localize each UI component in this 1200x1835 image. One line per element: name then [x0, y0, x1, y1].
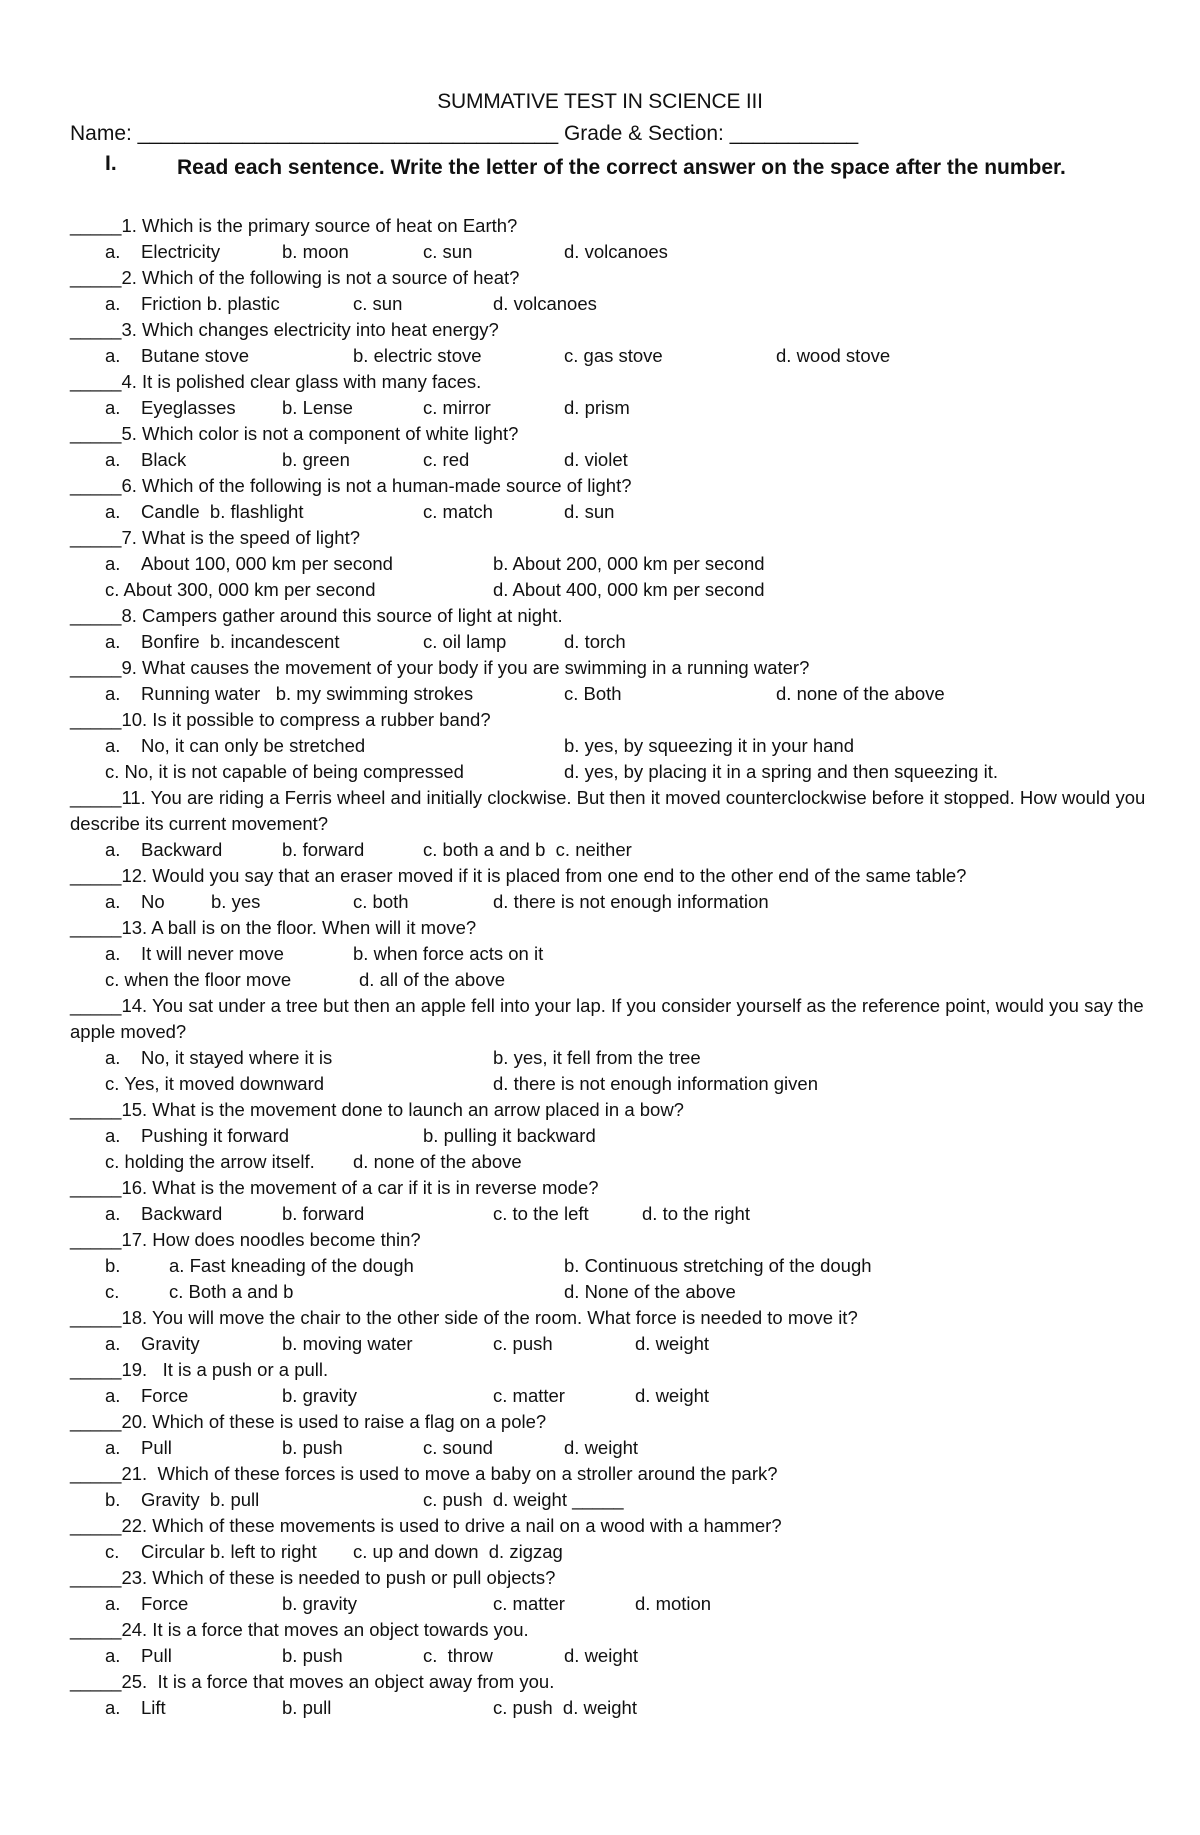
- question-12: _____12. Would you say that an eraser moved if it is placed from one end to the other end of the same table?: [70, 865, 967, 886]
- option: Electricity: [141, 241, 221, 262]
- option: a. Fast kneading of the dough: [169, 1255, 414, 1276]
- question-4: _____4. It is polished clear glass with many faces.: [70, 371, 482, 392]
- option: b. yes, it fell from the tree: [493, 1047, 701, 1068]
- option: b. pull: [282, 1697, 332, 1718]
- option: c. throw: [423, 1645, 493, 1666]
- option: About 100, 000 km per second: [141, 553, 393, 574]
- question-10: _____10. Is it possible to compress a rubber band?: [70, 709, 491, 730]
- option: Force: [141, 1385, 189, 1406]
- option-letter: a.: [105, 839, 121, 860]
- option: Butane stove: [141, 345, 249, 366]
- option: b. forward: [282, 839, 365, 860]
- option: b. green: [282, 449, 350, 470]
- option: d. weight: [635, 1385, 710, 1406]
- option: c. up and down d. zigzag: [353, 1541, 563, 1562]
- option-letter: a.: [105, 293, 121, 314]
- option: Pushing it forward: [141, 1125, 290, 1146]
- question-2: _____2. Which of the following is not a source of heat?: [70, 267, 520, 288]
- option: c. sun: [423, 241, 473, 262]
- option: d. About 400, 000 km per second: [493, 579, 765, 600]
- option: c. both a and b c. neither: [423, 839, 632, 860]
- option: c. both: [353, 891, 409, 912]
- option: d. yes, by placing it in a spring and then squeezing it.: [564, 761, 998, 782]
- option: Pull: [141, 1645, 172, 1666]
- question-20: _____20. Which of these is used to raise a flag on a pole?: [70, 1411, 547, 1432]
- option: c. holding the arrow itself.: [105, 1151, 315, 1172]
- question-18: _____18. You will move the chair to the other side of the room. What force is needed to move it?: [70, 1307, 858, 1328]
- instruction-number: I.: [105, 152, 117, 175]
- option-letter: a.: [105, 1333, 121, 1354]
- question-15: _____15. What is the movement done to launch an arrow placed in a bow?: [70, 1099, 684, 1120]
- option: b. Lense: [282, 397, 353, 418]
- option: Force: [141, 1593, 189, 1614]
- option-letter: a.: [105, 553, 121, 574]
- option: d. torch: [564, 631, 626, 652]
- question-3: _____3. Which changes electricity into heat energy?: [70, 319, 499, 340]
- option: d. weight: [564, 1645, 639, 1666]
- option: c. About 300, 000 km per second: [105, 579, 376, 600]
- option: d. volcanoes: [564, 241, 668, 262]
- option-letter: b.: [105, 1489, 121, 1510]
- option-letter: a.: [105, 397, 121, 418]
- question-17: _____17. How does noodles become thin?: [70, 1229, 421, 1250]
- option-letter: a.: [105, 501, 121, 522]
- option: b. push: [282, 1437, 343, 1458]
- option: Friction b. plastic: [141, 293, 280, 314]
- page-title: SUMMATIVE TEST IN SCIENCE III: [437, 90, 763, 113]
- option: Gravity b. pull: [141, 1489, 260, 1510]
- option: c. push d. weight: [493, 1697, 637, 1718]
- option: b. yes: [211, 891, 261, 912]
- option: c. oil lamp: [423, 631, 507, 652]
- option-letter: a.: [105, 1203, 121, 1224]
- option: Circular b. left to right: [141, 1541, 317, 1562]
- option: c. sun: [353, 293, 403, 314]
- option: Pull: [141, 1437, 172, 1458]
- option-letter: a.: [105, 1645, 121, 1666]
- option: No, it stayed where it is: [141, 1047, 333, 1068]
- option-letter: c.: [105, 1541, 120, 1562]
- option-letter: b.: [105, 1255, 121, 1276]
- option-letter: a.: [105, 683, 121, 704]
- option: c. Both: [564, 683, 622, 704]
- option: d. motion: [635, 1593, 712, 1614]
- option: b. forward: [282, 1203, 365, 1224]
- option: c. Yes, it moved downward: [105, 1073, 325, 1094]
- option: b. push: [282, 1645, 343, 1666]
- option: b. moving water: [282, 1333, 413, 1354]
- option-letter: a.: [105, 631, 121, 652]
- option: c. push: [493, 1333, 553, 1354]
- option: c. match: [423, 501, 493, 522]
- name-grade-line: Name: ____________________________________ Grade & Section: ___________: [70, 122, 859, 145]
- option-letter: a.: [105, 735, 121, 756]
- option: c. when the floor move: [105, 969, 292, 990]
- question-5: _____5. Which color is not a component of white light?: [70, 423, 519, 444]
- option-letter: a.: [105, 1697, 121, 1718]
- option: Backward: [141, 839, 223, 860]
- option: c. Both a and b: [169, 1281, 294, 1302]
- option: Candle b. flashlight: [141, 501, 304, 522]
- option: It will never move: [141, 943, 284, 964]
- option: Backward: [141, 1203, 223, 1224]
- question-1: _____1. Which is the primary source of heat on Earth?: [70, 215, 518, 236]
- option: Black: [141, 449, 187, 470]
- question-22: _____22. Which of these movements is used to drive a nail on a wood with a hammer?: [70, 1515, 782, 1536]
- instruction-text: Read each sentence. Write the letter of the correct answer on the space after the number.: [177, 156, 1066, 179]
- option: d. none of the above: [776, 683, 945, 704]
- option-letter: a.: [105, 1593, 121, 1614]
- question-16: _____16. What is the movement of a car if it is in reverse mode?: [70, 1177, 599, 1198]
- option: d. there is not enough information given: [493, 1073, 818, 1094]
- question-19: _____19. It is a push or a pull.: [70, 1359, 329, 1380]
- option: d. wood stove: [776, 345, 891, 366]
- option: d. prism: [564, 397, 630, 418]
- question-23: _____23. Which of these is needed to push or pull objects?: [70, 1567, 556, 1588]
- option: b. Continuous stretching of the dough: [564, 1255, 872, 1276]
- option: c. mirror: [423, 397, 491, 418]
- option-letter: a.: [105, 1437, 121, 1458]
- option: d. none of the above: [353, 1151, 522, 1172]
- option: d. all of the above: [359, 969, 506, 990]
- option: d. sun: [564, 501, 615, 522]
- option: b. moon: [282, 241, 349, 262]
- option: d. volcanoes: [493, 293, 597, 314]
- option: d. weight: [635, 1333, 710, 1354]
- option: Eyeglasses: [141, 397, 236, 418]
- option-letter: a.: [105, 449, 121, 470]
- option: c. No, it is not capable of being compressed: [105, 761, 464, 782]
- option: b. when force acts on it: [353, 943, 544, 964]
- option-letter: a.: [105, 1385, 121, 1406]
- option: d. violet: [564, 449, 628, 470]
- option: b. gravity: [282, 1593, 358, 1614]
- option: c. matter: [493, 1593, 565, 1614]
- option: b. gravity: [282, 1385, 358, 1406]
- option: c. gas stove: [564, 345, 663, 366]
- question-11: _____11. You are riding a Ferris wheel and initially clockwise. But then it moved counterclockwise before it stopped. How would you describe its current movement?: [70, 787, 1146, 834]
- option: b. About 200, 000 km per second: [493, 553, 765, 574]
- option: d. there is not enough information: [493, 891, 769, 912]
- question-9: _____9. What causes the movement of your body if you are swimming in a running water?: [70, 657, 810, 678]
- option: No: [141, 891, 165, 912]
- question-6: _____6. Which of the following is not a human-made source of light?: [70, 475, 632, 496]
- option-letter: c.: [105, 1281, 120, 1302]
- option: b. pulling it backward: [423, 1125, 596, 1146]
- question-21: _____21. Which of these forces is used to move a baby on a stroller around the park?: [70, 1463, 778, 1484]
- question-14: _____14. You sat under a tree but then an apple fell into your lap. If you consider yourself as the reference point, would you say the apple moved?: [70, 995, 1144, 1042]
- option: d. to the right: [642, 1203, 750, 1224]
- option: b. yes, by squeezing it in your hand: [564, 735, 855, 756]
- option: No, it can only be stretched: [141, 735, 366, 756]
- option: b. electric stove: [353, 345, 482, 366]
- question-24: _____24. It is a force that moves an object towards you.: [70, 1619, 529, 1640]
- option-letter: a.: [105, 1125, 121, 1146]
- question-13: _____13. A ball is on the floor. When will it move?: [70, 917, 477, 938]
- option: c. matter: [493, 1385, 565, 1406]
- option: c. sound: [423, 1437, 493, 1458]
- option: Running water b. my swimming strokes: [141, 683, 474, 704]
- option-letter: a.: [105, 943, 121, 964]
- option: Lift: [141, 1697, 166, 1718]
- question-8: _____8. Campers gather around this source of light at night.: [70, 605, 563, 626]
- option-letter: a.: [105, 345, 121, 366]
- option-letter: a.: [105, 241, 121, 262]
- option-letter: a.: [105, 1047, 121, 1068]
- option: Bonfire b. incandescent: [141, 631, 340, 652]
- option-letter: a.: [105, 891, 121, 912]
- option: d. None of the above: [564, 1281, 736, 1302]
- question-25: _____25. It is a force that moves an object away from you.: [70, 1671, 555, 1692]
- option: c. red: [423, 449, 470, 470]
- question-7: _____7. What is the speed of light?: [70, 527, 361, 548]
- option: Gravity: [141, 1333, 200, 1354]
- option: c. to the left: [493, 1203, 589, 1224]
- option: d. weight: [564, 1437, 639, 1458]
- option: c. push d. weight _____: [423, 1489, 624, 1510]
